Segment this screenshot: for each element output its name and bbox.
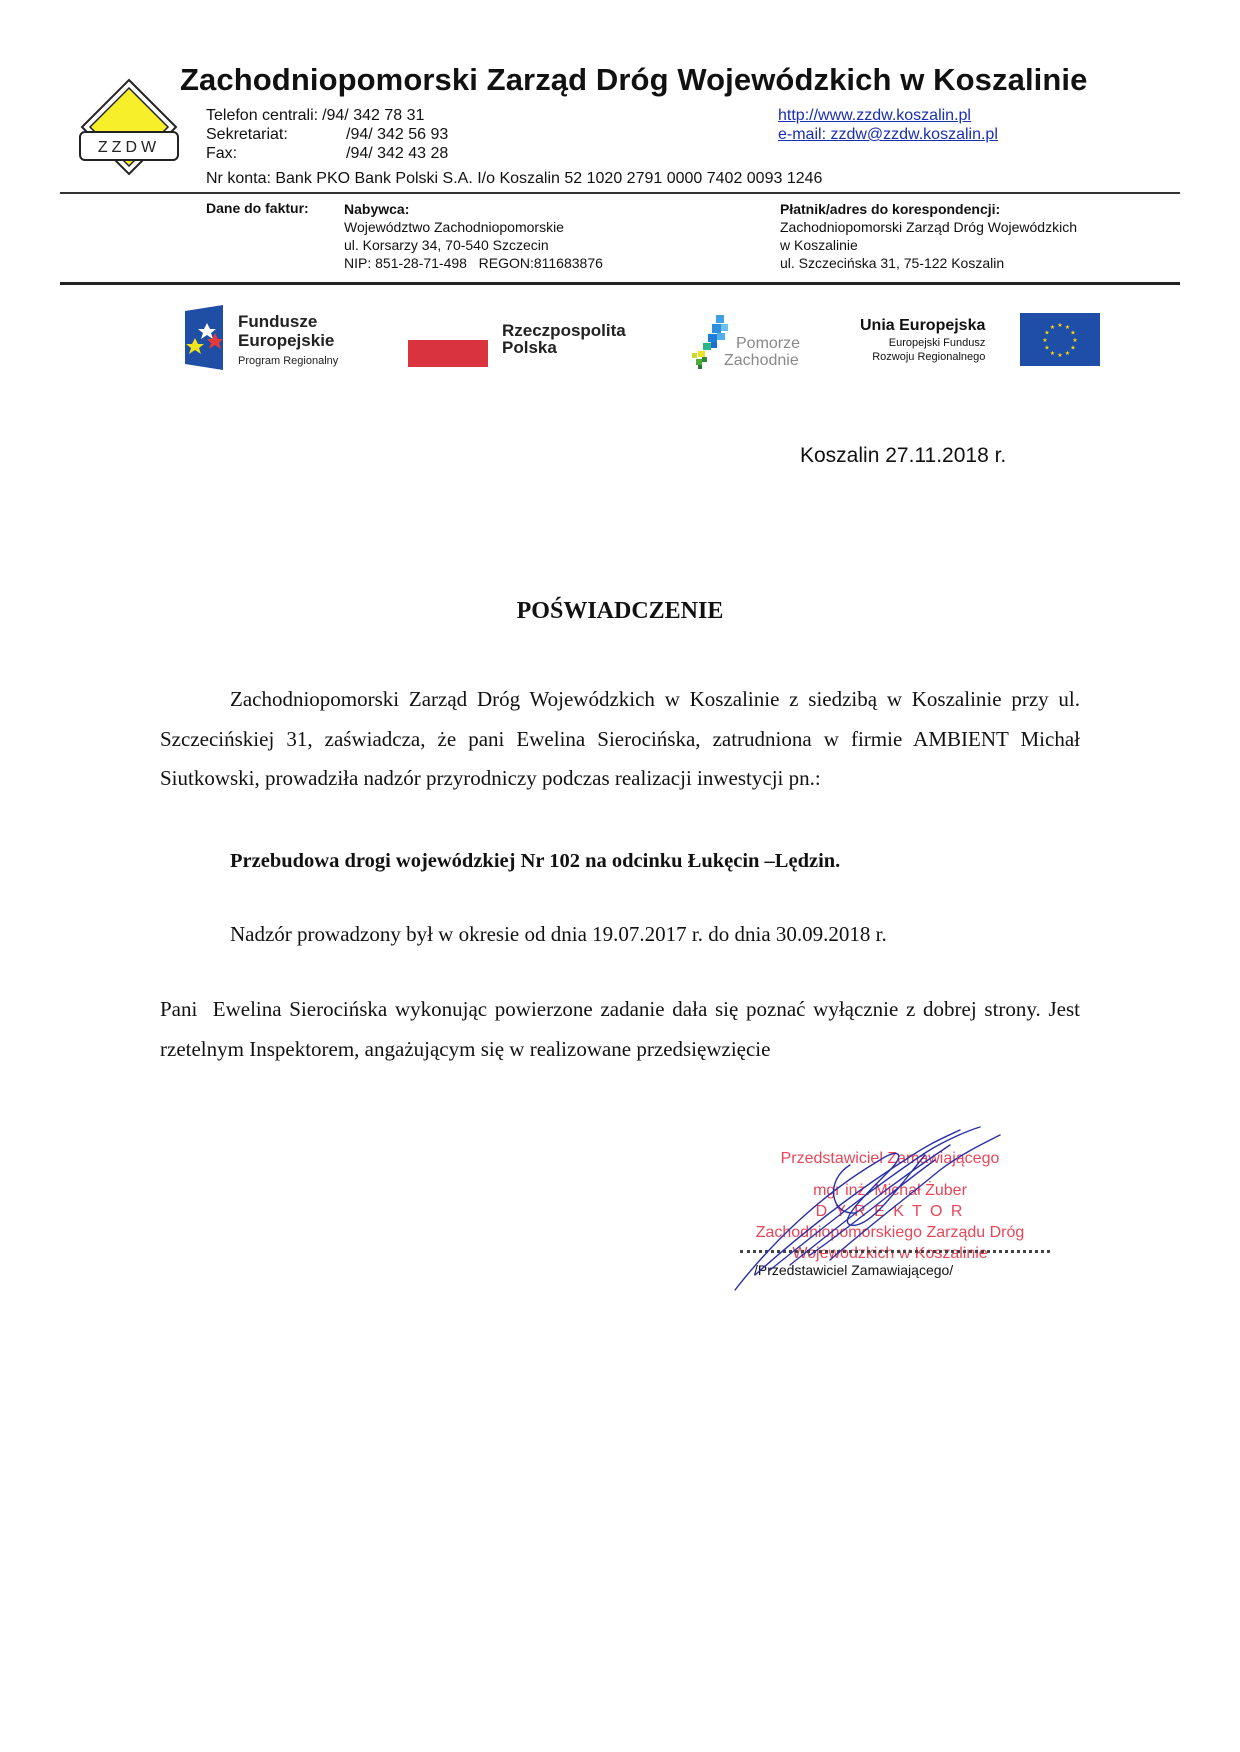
svg-text:★: ★ <box>1072 337 1078 344</box>
fundusze-europejskie-text <box>238 312 338 371</box>
svg-text:★: ★ <box>1044 329 1050 337</box>
contact-row-secretariat <box>206 125 448 144</box>
email-link[interactable]: e-mail: zzdw@zzdw.koszalin.pl <box>778 126 998 143</box>
svg-text:★: ★ <box>1064 350 1071 357</box>
svg-text:★: ★ <box>1064 324 1071 331</box>
stamp-line: Wojewódzkich w Koszalinie <box>792 1245 988 1262</box>
contact-label: Sekretariat: <box>206 126 288 143</box>
signature-label: /Przedstawiciel Zamawiającego/ <box>754 1262 954 1278</box>
svg-text:★: ★ <box>1070 344 1076 352</box>
zzdw-logo-text: ZZDW <box>97 139 161 156</box>
official-stamp <box>725 1148 1055 1264</box>
rp-line1: Rzeczpospolita <box>502 321 626 340</box>
supervision-period: Nadzór prowadzony był w okresie od dnia 19.07.2017 r. do dnia 30.09.2018 r. <box>230 922 887 946</box>
document-date: Koszalin 27.11.2018 r. <box>800 444 1007 467</box>
svg-text:★: ★ <box>1044 344 1050 352</box>
svg-text:★: ★ <box>1042 337 1048 344</box>
stamp-line: mgr inż. Michał Żuber <box>813 1182 967 1199</box>
organization-name: Zachodniopomorski Zarząd Dróg Wojewódzkich w Koszalinie <box>180 62 1088 97</box>
ue-sub1: Europejski Fundusz <box>888 337 986 349</box>
contact-block <box>206 106 448 163</box>
header-divider <box>60 192 1180 194</box>
svg-text:★: ★ <box>1049 350 1056 357</box>
buyer-line: NIP: 851-28-71-498 REGON:811683876 <box>344 255 603 271</box>
svg-text:★: ★ <box>1057 352 1063 359</box>
stamp-line: Zachodniopomorskiego Zarządu Dróg <box>755 1224 1025 1241</box>
paragraph-evaluation: Pani Ewelina Sierocińska wykonując powierzone zadanie dała się poznać wyłącznie z dobrej strony. Jest rzetelnym Inspektorem, angażującym się w realizowane przedsięwzięcie <box>160 997 1086 1061</box>
contact-row-fax <box>206 144 448 163</box>
rp-line2: Polska <box>502 338 557 357</box>
rzeczpospolita-polska-text <box>502 322 626 356</box>
document-title: POŚWIADCZENIE <box>516 598 724 624</box>
project-name: Przebudowa drogi wojewódzkiej Nr 102 na odcinku Łukęcin –Lędzin. <box>230 850 841 872</box>
buyer-heading: Nabywca: <box>344 201 410 217</box>
pomorze-zachodnie-text <box>724 335 800 369</box>
stamp-line: D Y R E K T O R <box>815 1203 965 1220</box>
payer-line: ul. Szczecińska 31, 75-122 Koszalin <box>780 255 1005 271</box>
contact-value: /94/ 342 78 31 <box>322 107 425 124</box>
invoice-data-label: Dane do faktur: <box>206 200 309 216</box>
fe-sub: Program Regionalny <box>238 355 339 367</box>
signature-dotted-line <box>740 1250 1050 1253</box>
bank-account: Nr konta: Bank PKO Bank Polski S.A. I/o Koszalin 52 1020 2791 0000 7402 0093 1246 <box>206 170 823 187</box>
buyer-block <box>344 200 603 272</box>
payer-heading: Płatnik/adres do korespondencji: <box>780 201 1001 217</box>
svg-text:★: ★ <box>1070 329 1076 337</box>
contact-row-phone <box>206 106 448 125</box>
payer-block <box>780 200 1077 272</box>
polish-flag-red-bar <box>408 340 488 367</box>
eu-flag-icon <box>1020 313 1100 366</box>
pz-line2: Zachodnie <box>724 352 799 369</box>
svg-text:★: ★ <box>1057 322 1063 329</box>
pz-line1: Pomorze <box>736 335 801 352</box>
fe-line2: Europejskie <box>238 331 335 350</box>
paragraph-attestation <box>160 680 1080 799</box>
payer-line: Zachodniopomorski Zarząd Dróg Wojewódzkich <box>780 219 1077 235</box>
contact-label: Telefon centrali: <box>206 107 319 124</box>
stamp-line: Przedstawiciel Zamawiającego <box>780 1150 1000 1167</box>
header-bottom-divider <box>60 282 1180 285</box>
contact-value: /94/ 342 43 28 <box>346 145 449 162</box>
ue-sub2: Rozwoju Regionalnego <box>872 351 986 363</box>
ue-title: Unia Europejska <box>860 317 986 334</box>
contact-label: Fax: <box>206 145 238 162</box>
payer-line: w Koszalinie <box>780 237 858 253</box>
fundusze-europejskie-logo <box>185 305 223 370</box>
contact-links <box>778 106 998 144</box>
paragraph-1-text: Zachodniopomorski Zarząd Dróg Wojewódzkich w Koszalinie z siedzibą w Koszalinie przy ul. Szczecińskiej 31, zaświadcza, że pani Ewelina Sierocińska, zatrudniona w firmie AMBIENT Michał Siutkowski, prowadziła nadzór przyrodniczy podczas realizacji inwestycji pn.: <box>160 687 1080 790</box>
website-link[interactable]: http://www.zzdw.koszalin.pl <box>778 107 971 124</box>
svg-text:★: ★ <box>1049 324 1056 331</box>
fe-line1: Fundusze <box>238 312 318 331</box>
buyer-line: Województwo Zachodniopomorskie <box>344 219 564 235</box>
unia-europejska-text <box>860 316 985 364</box>
zzdw-logo <box>78 76 180 178</box>
contact-value: /94/ 342 56 93 <box>346 126 449 143</box>
buyer-line: ul. Korsarzy 34, 70-540 Szczecin <box>344 237 549 253</box>
